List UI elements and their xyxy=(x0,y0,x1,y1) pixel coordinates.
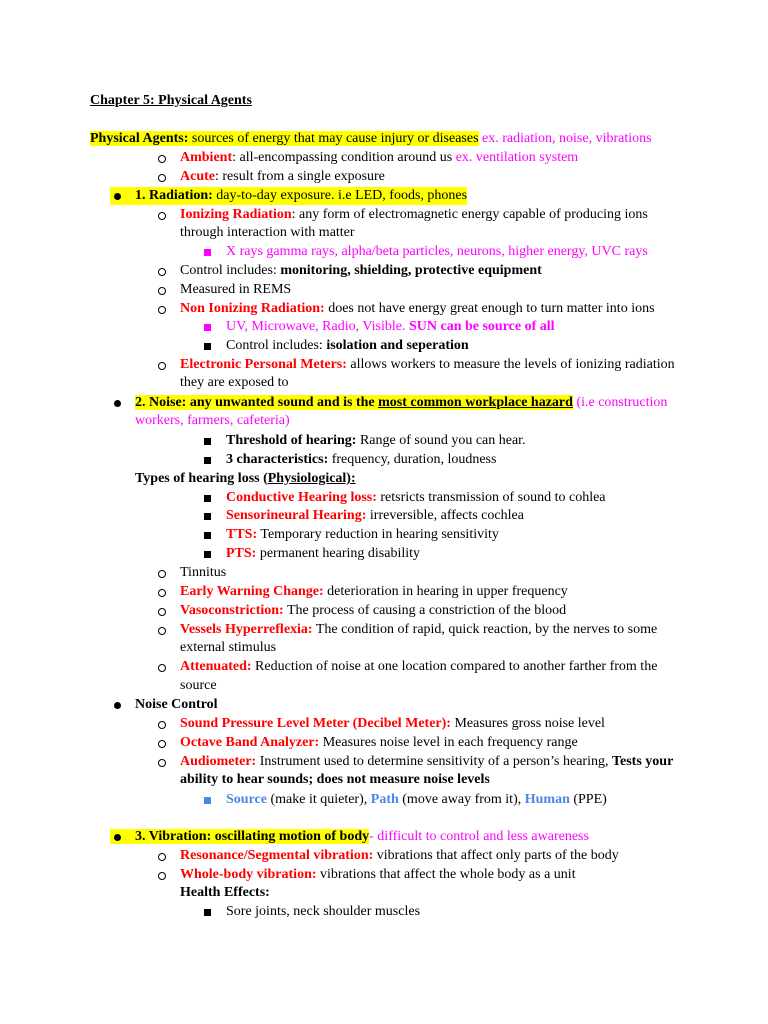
vasoconstriction-line: Vasoconstriction: The process of causing a constriction of the blood xyxy=(180,603,567,618)
circle-bullet-icon xyxy=(158,287,166,295)
circle-bullet-icon xyxy=(158,174,166,182)
square-bullet-icon xyxy=(204,324,211,331)
page-title: Chapter 5: Physical Agents xyxy=(90,93,252,108)
square-bullet-icon xyxy=(204,343,211,350)
bullet-icon xyxy=(114,702,121,709)
splm-line: Sound Pressure Level Meter (Decibel Meter): Measures gross noise level xyxy=(180,716,605,731)
circle-bullet-icon xyxy=(158,627,166,635)
circle-bullet-icon xyxy=(158,212,166,220)
circle-bullet-icon xyxy=(158,759,166,767)
noise-heading-2: workers, farmers, cafeteria) xyxy=(135,413,290,428)
intro-line xyxy=(90,130,652,148)
ionizing-line-2: through interaction with matter xyxy=(180,225,355,240)
intro-example: ex. radiation, noise, vibrations xyxy=(478,131,652,146)
types-heading: Types of hearing loss (Physiological): xyxy=(135,471,356,486)
square-bullet-icon xyxy=(204,909,211,916)
whole-body-line: Whole-body vibration: vibrations that affect the whole body as a unit xyxy=(180,867,576,882)
oba-line: Octave Band Analyzer: Measures noise level in each frequency range xyxy=(180,735,578,750)
bullet-icon xyxy=(114,834,121,841)
pts-line: PTS: permanent hearing disability xyxy=(226,546,421,561)
non-ionizing-examples: UV, Microwave, Radio, Visible. SUN can be source of all xyxy=(226,319,555,334)
tts-line: TTS: Temporary reduction in hearing sensitivity xyxy=(226,527,499,542)
circle-bullet-icon xyxy=(158,853,166,861)
circle-bullet-icon xyxy=(158,268,166,276)
sensorineural-line: Sensorineural Hearing: irreversible, affects cochlea xyxy=(226,508,524,523)
tinnitus-line: Tinnitus xyxy=(180,565,227,580)
circle-bullet-icon xyxy=(158,608,166,616)
control-line: Control includes: monitoring, shielding, protective equipment xyxy=(180,263,542,278)
bullet-icon xyxy=(114,193,121,200)
sore-joints-line: Sore joints, neck shoulder muscles xyxy=(226,904,421,919)
epm-line: Electronic Personal Meters: allows workers to measure the levels of ionizing radiation xyxy=(180,357,675,372)
circle-bullet-icon xyxy=(158,589,166,597)
threshold-line: Threshold of hearing: Range of sound you can hear. xyxy=(226,433,526,448)
bullet-icon xyxy=(114,400,121,407)
non-ionizing-line: Non Ionizing Radiation: does not have energy great enough to turn matter into ions xyxy=(180,301,655,316)
acute-line: Acute: result from a single exposure xyxy=(180,169,385,184)
attenuated-line-2: source xyxy=(180,678,217,693)
intro-def: sources of energy that may cause injury or diseases xyxy=(188,131,479,146)
circle-bullet-icon xyxy=(158,740,166,748)
audiometer-line: Audiometer: Instrument used to determine sensitivity of a person’s hearing, Tests your xyxy=(180,754,674,769)
noise-heading: 2. Noise: any unwanted sound and is the most common workplace hazard (i.e construction xyxy=(135,395,668,410)
circle-bullet-icon xyxy=(158,155,166,163)
square-bullet-icon xyxy=(204,249,211,256)
ionizing-examples: X rays gamma rays, alpha/beta particles, neurons, higher energy, UVC rays xyxy=(226,244,648,259)
circle-bullet-icon xyxy=(158,721,166,729)
square-bullet-icon xyxy=(204,495,211,502)
circle-bullet-icon xyxy=(158,570,166,578)
characteristics-line: 3 characteristics: frequency, duration, loudness xyxy=(226,452,497,467)
square-bullet-icon xyxy=(204,551,211,558)
circle-bullet-icon xyxy=(158,362,166,370)
attenuated-line: Attenuated: Reduction of noise at one location compared to another farther from the xyxy=(180,659,658,674)
noise-control-heading: Noise Control xyxy=(135,697,218,712)
audiometer-line-2: ability to hear sounds; does not measure noise levels xyxy=(180,772,490,787)
circle-bullet-icon xyxy=(158,306,166,314)
square-bullet-icon xyxy=(204,797,211,804)
vibration-heading: 3. Vibration: oscillating motion of body- difficult to control and less awareness xyxy=(110,828,589,846)
square-bullet-icon xyxy=(204,532,211,539)
square-bullet-icon xyxy=(204,513,211,520)
resonance-line: Resonance/Segmental vibration: vibrations that affect only parts of the body xyxy=(180,848,619,863)
vessels-line: Vessels Hyperreflexia: The condition of rapid, quick reaction, by the nerves to some xyxy=(180,622,658,637)
measured-line: Measured in REMS xyxy=(180,282,292,297)
ionizing-line: Ionizing Radiation: any form of electromagnetic energy capable of producing ions xyxy=(180,207,648,222)
health-effects-heading: Health Effects: xyxy=(180,885,270,900)
non-ionizing-control: Control includes: isolation and seperation xyxy=(226,338,469,353)
radiation-heading: 1. Radiation: day-to-day exposure. i.e LED, foods, phones xyxy=(110,187,467,205)
ewc-line: Early Warning Change: deterioration in hearing in upper frequency xyxy=(180,584,568,599)
square-bullet-icon xyxy=(204,457,211,464)
circle-bullet-icon xyxy=(158,664,166,672)
ambient-line: Ambient: all-encompassing condition around us ex. ventilation system xyxy=(180,150,579,165)
controls-line: Source (make it quieter), Path (move away from it), Human (PPE) xyxy=(226,792,607,807)
circle-bullet-icon xyxy=(158,872,166,880)
vessels-line-2: external stimulus xyxy=(180,640,277,655)
intro-term: Physical Agents: xyxy=(90,131,189,146)
conductive-line: Conductive Hearing loss: retsricts transmission of sound to cohlea xyxy=(226,490,606,505)
square-bullet-icon xyxy=(204,438,211,445)
epm-line-2: they are exposed to xyxy=(180,375,289,390)
